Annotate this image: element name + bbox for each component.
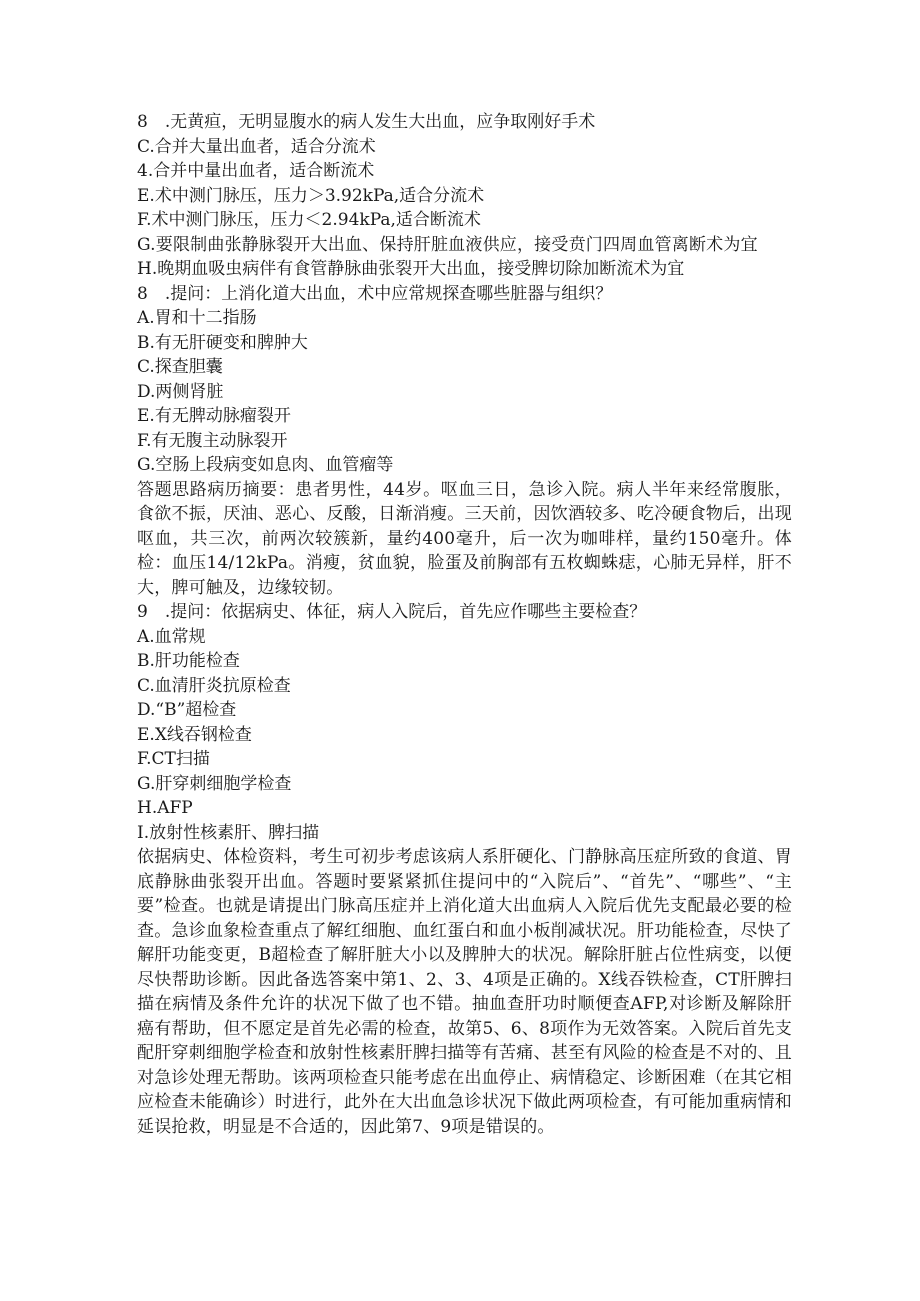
surgery-line-1: 8 .无黄疸，无明显腹水的病人发生大出血，应争取刚好手术: [137, 112, 596, 132]
option-a: A.胃和十二指肠: [137, 308, 257, 328]
exam-option-c: C.血清肝炎抗原检查: [137, 675, 291, 696]
surgery-line-7: H.晚期血吸虫病伴有食管静脉曲张裂开大出血，接受脾切除加断流术为宜: [137, 259, 685, 279]
section-exploration-question: [137, 282, 792, 601]
case-summary: 答题思路病历摘要：患者男性，44岁。呕血三日，急诊入院。病人半年来经常腹胀，食欲不振，厌油、恶心、反酸，日渐消瘦。三天前，因饮酒较多、吃冷硬食物后，出现呕血，共三次，前两次较簇新，量约400毫升，后一次为咖啡样，量约150毫升。体检：血压14/12kPa。消瘦，贫血貌，脸蛋及前胸部有五枚蜘蛛痣，心肺无异样，肝不大，脾可触及，边缘较韧。: [137, 479, 792, 598]
option-g: G.空肠上段病变如息肉、血管瘤等: [137, 455, 394, 475]
question-9: 9 .提问：依据病史、体征，病人入院后，首先应作哪些主要检查？: [137, 602, 647, 622]
exam-option-a: A.血常规: [137, 626, 206, 647]
option-d: D.两侧肾脏: [137, 381, 224, 402]
section-surgery-options: [137, 110, 792, 282]
exam-option-h: H.AFP: [137, 798, 193, 818]
exam-option-e: E.X线吞钢检查: [137, 724, 252, 745]
option-f: F.有无腹主动脉裂开: [137, 430, 288, 451]
exam-option-b: B.肝功能检查: [137, 651, 240, 671]
surgery-line-6: G.要限制曲张静脉裂开大出血、保持肝脏血液供应，接受贲门四周血管离断术为宜: [137, 234, 758, 255]
surgery-line-4: E.术中测门脉压，压力＞3.92kPa,适合分流术: [137, 185, 485, 206]
option-b: B.有无肝硬变和脾肿大: [137, 332, 308, 353]
surgery-line-5: F.术中测门脉压，压力＜2.94kPa,适合断流术: [137, 210, 481, 230]
exam-option-f: F.CT扫描: [137, 749, 210, 769]
question-8: 8 .提问：上消化道大出血，术中应常规探查哪些脏器与组织？: [137, 283, 613, 304]
exam-option-d: D.“B”超检查: [137, 700, 237, 720]
exam-option-i: I.放射性核素肝、脾扫描: [137, 822, 320, 843]
option-c: C.探查胆囊: [137, 357, 223, 377]
option-e: E.有无脾动脉瘤裂开: [137, 406, 291, 426]
document-page: [137, 110, 792, 1139]
answer-analysis: 依据病史、体检资料，考生可初步考虑该病人系肝硬化、门静脉高压症所致的食道、胃底静脉曲张裂开出血。答题时要紧紧抓住提问中的“入院后”、“首先”、“哪些”、“主要”检查。也就是请提出门脉高压症并上消化道大出血病人入院后优先支配最必要的检查。急诊血象检查重点了解红细胞、血红蛋白和血小板削减状况。肝功能检查，尽快了解肝功能变更，B超检查了解肝脏大小以及脾肿大的状况。解除肝脏占位性病变，以便尽快帮助诊断。因此备选答案中第1、2、3、4项是正确的。X线吞铁检查，CT肝脾扫描在病情及条件允许的状况下做了也不错。抽血查肝功时顺便查AFP,对诊断及解除肝癌有帮助，但不愿定是首先必需的检查，故第5、6、8项作为无效答案。入院后首先支配肝穿刺细胞学检查和放射性核素肝脾扫描等有苦痛、甚至有风险的检查是不对的、且对急诊处理无帮助。该两项检查只能考虑在出血停止、病情稳定、诊断困难（在其它相应检查未能确诊）时进行，此外在大出血急诊状况下做此两项检查，有可能加重病情和延误抢救，明显是不合适的，因此第7、9项是错误的。: [137, 847, 792, 1137]
section-exam-question: [137, 600, 792, 1139]
surgery-line-2: C.合并大量出血者，适合分流术: [137, 136, 376, 157]
surgery-line-3: 4.合并中量出血者，适合断流术: [137, 161, 375, 181]
exam-option-g: G.肝穿刺细胞学检查: [137, 773, 292, 794]
